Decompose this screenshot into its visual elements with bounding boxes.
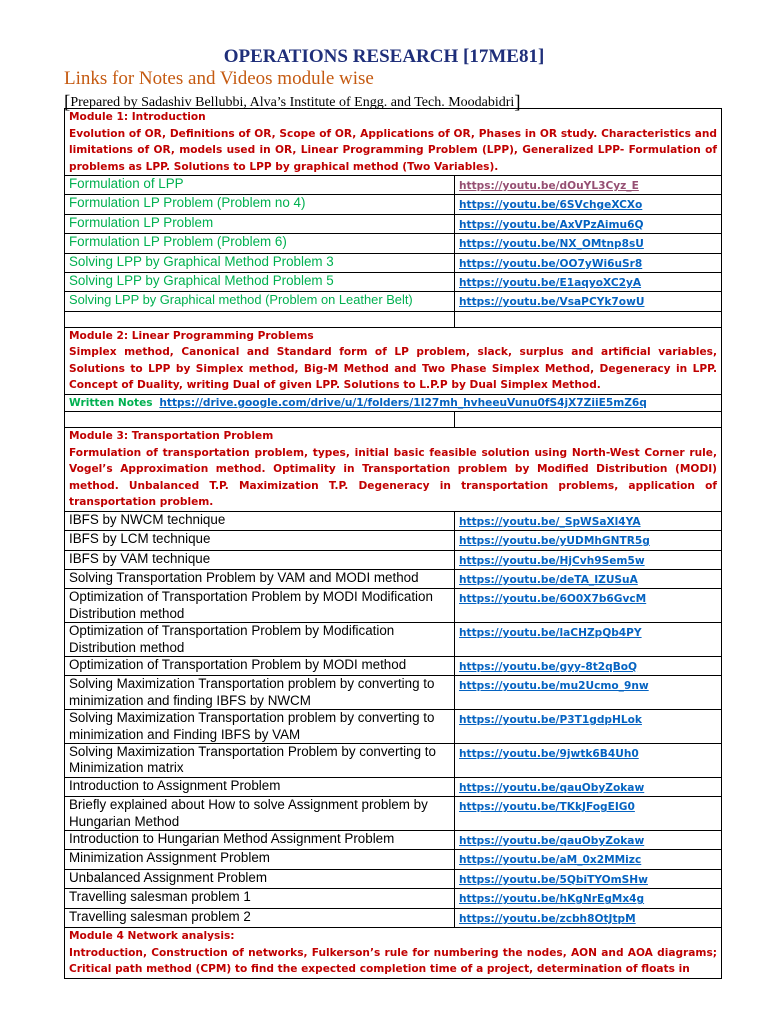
written-notes-label: Written Notes [69,396,153,409]
table-row [65,589,722,623]
topic-cell: Briefly explained about How to solve Assignment problem by Hungarian Method [65,797,455,831]
video-link[interactable]: https://youtu.be/laCHZpQb4PY [459,627,642,640]
table-row [65,623,722,657]
topic-cell: Solving Maximization Transportation Problem by converting to Minimization matrix [65,744,455,778]
page-subtitle: Links for Notes and Videos module wise [64,68,374,89]
module2-header-row [65,327,722,394]
video-link[interactable]: https://youtu.be/yUDMhGNTR5g [459,535,650,548]
video-link[interactable]: https://youtu.be/dOuYL3Cyz_E [459,180,639,192]
topic-cell: IBFS by VAM technique [65,550,455,569]
video-link[interactable]: https://youtu.be/NX_OMtnp8sU [459,238,644,251]
video-link[interactable]: https://youtu.be/E1aqyoXC2yA [459,277,642,290]
topic-cell: Solving Maximization Transportation problem by converting to minimization and finding IBFS by NWCM [65,676,455,710]
video-link[interactable]: https://youtu.be/gyy-8t2qBoQ [459,661,638,673]
video-link[interactable]: https://youtu.be/TKkJFogEIG0 [459,801,635,814]
topic-cell: IBFS by LCM technique [65,531,455,550]
module2-title: Module 2: Linear Programming Problems [69,329,314,342]
table-row [65,292,722,311]
video-link[interactable]: https://youtu.be/5QbiTYOmSHw [459,873,648,886]
table-row [65,569,722,588]
video-link[interactable]: https://youtu.be/hKgNrEgMx4g [459,893,645,906]
topic-cell: Travelling salesman problem 1 [65,889,455,908]
video-link[interactable]: https://youtu.be/_SpWSaXl4YA [459,515,641,528]
topic-cell: Solving Maximization Transportation problem by converting to minimization and Finding IBFS by VAM [65,710,455,744]
table-row [65,710,722,744]
video-link[interactable]: https://youtu.be/VsaPCYk7owU [459,296,645,309]
video-link[interactable]: https://youtu.be/HjCvh9Sem5w [459,554,645,567]
module1-header-row [65,109,722,176]
video-link[interactable]: https://youtu.be/6O0X7b6GvcM [459,593,647,606]
module4-description: Introduction, Construction of networks, Fulkerson’s rule for numbering the nodes, AON and AOA diagrams; Critical path method (CPM) to find the expected completion time of a project, determination of floats in [69,946,718,976]
video-link[interactable]: https://youtu.be/9jwtk6B4Uh0 [459,748,639,761]
topic-cell: Optimization of Transportation Problem by MODI method [65,657,455,676]
video-link[interactable]: https://youtu.be/qauObyZokaw [459,781,645,794]
blank-row [65,311,722,327]
table-row [65,831,722,850]
topic-cell: Optimization of Transportation Problem by Modification Distribution method [65,623,455,657]
video-link[interactable]: https://youtu.be/zcbh8OtJtpM [459,912,636,925]
topic-cell: Solving LPP by Graphical Method Problem 5 [65,273,455,292]
video-link[interactable]: https://youtu.be/AxVPzAimu6Q [459,218,644,231]
table-row [65,195,722,214]
table-row [65,797,722,831]
table-row [65,550,722,569]
video-link[interactable]: https://youtu.be/mu2Ucmo_9nw [459,680,649,693]
blank-row [65,412,722,428]
video-link[interactable]: https://youtu.be/qauObyZokaw [459,835,645,848]
links-table [64,108,722,979]
topic-cell: Formulation LP Problem (Problem no 4) [65,195,455,214]
topic-cell: Solving LPP by Graphical method (Problem on Leather Belt) [65,292,455,311]
video-link[interactable]: https://youtu.be/OO7yWi6uSr8 [459,257,643,270]
topic-cell: Formulation of LPP [65,176,455,195]
drive-notes-link[interactable]: https://drive.google.com/drive/u/1/folders/1I27mh_hvheeuVunu0fS4jX7ZiiE5mZ6q [159,396,647,409]
topic-cell: Formulation LP Problem [65,214,455,233]
video-link[interactable]: https://youtu.be/P3T1gdpHLok [459,714,642,727]
topic-cell: IBFS by NWCM technique [65,511,455,530]
topic-cell: Formulation LP Problem (Problem 6) [65,234,455,253]
module1-title: Module 1: Introduction [69,111,206,123]
topic-cell: Solving Transportation Problem by VAM and MODI method [65,569,455,588]
topic-cell: Minimization Assignment Problem [65,850,455,869]
table-row [65,657,722,676]
table-row [65,511,722,530]
notes-row [65,394,722,411]
topic-cell: Solving LPP by Graphical Method Problem 3 [65,253,455,272]
table-row [65,273,722,292]
table-row [65,869,722,888]
table-row [65,253,722,272]
table-row [65,908,722,927]
table-row [65,777,722,796]
table-row [65,531,722,550]
table-row [65,176,722,195]
table-row [65,676,722,710]
table-row [65,214,722,233]
module3-header [65,428,722,512]
page-title: OPERATIONS RESEARCH [17ME81] [223,46,545,67]
module1-description: Evolution of OR, Definitions of OR, Scope of OR, Applications of OR, Phases in OR study. Characteristics and limitations of OR, models used in OR, Linear Programming Problem (LPP), Generalized LPP- Formulation of problems as LPP. Solutions to LPP by graphical method (Two Variables). [69,127,718,173]
video-link[interactable]: https://youtu.be/aM_0x2MMizc [459,854,642,867]
module3-title: Module 3: Transportation Problem [69,430,274,443]
module3-description: Formulation of transportation problem, types, initial basic feasible solution using North-West Corner rule, Vogel’s Approximation method. Optimality in Transportation problem by Modified Distribution (MODI) method. Unbalanced T.P. Maximization T.P. Degeneracy in transportation problems, application of transportation problem. [69,446,718,509]
module1-header [65,109,722,176]
table-row [65,889,722,908]
topic-cell: Introduction to Hungarian Method Assignment Problem [65,831,455,850]
module3-header-row [65,428,722,512]
video-link[interactable]: https://youtu.be/6SVchgeXCXo [459,199,643,212]
module2-description: Simplex method, Canonical and Standard form of LP problem, slack, surplus and artificial variables, Solutions to LPP by Simplex method, Big-M Method and Two Phase Simplex Method, Degeneracy in LPP. Concept of Duality, writing Dual of given LPP. Solutions to L.P.P by Dual Simplex Method. [69,346,718,392]
topic-cell: Introduction to Assignment Problem [65,777,455,796]
module4-title: Module 4 Network analysis: [69,930,235,943]
topic-cell: Unbalanced Assignment Problem [65,869,455,888]
prepared-by-line: [Prepared by Sadashiv Bellubbi, Alva’s Institute of Engg. and Tech. Moodabidri] [64,92,521,113]
prepared-by-text: Prepared by Sadashiv Bellubbi, Alva’s Institute of Engg. and Tech. Moodabidri [70,95,515,110]
table-row [65,234,722,253]
video-link[interactable]: https://youtu.be/deTA_IZUSuA [459,573,638,586]
table-row [65,850,722,869]
topic-cell: Optimization of Transportation Problem by MODI Modification Distribution method [65,589,455,623]
written-notes-cell [65,394,722,411]
table-row [65,744,722,778]
module4-header-row [65,928,722,979]
module4-header [65,928,722,979]
module2-header [65,327,722,394]
topic-cell: Travelling salesman problem 2 [65,908,455,927]
